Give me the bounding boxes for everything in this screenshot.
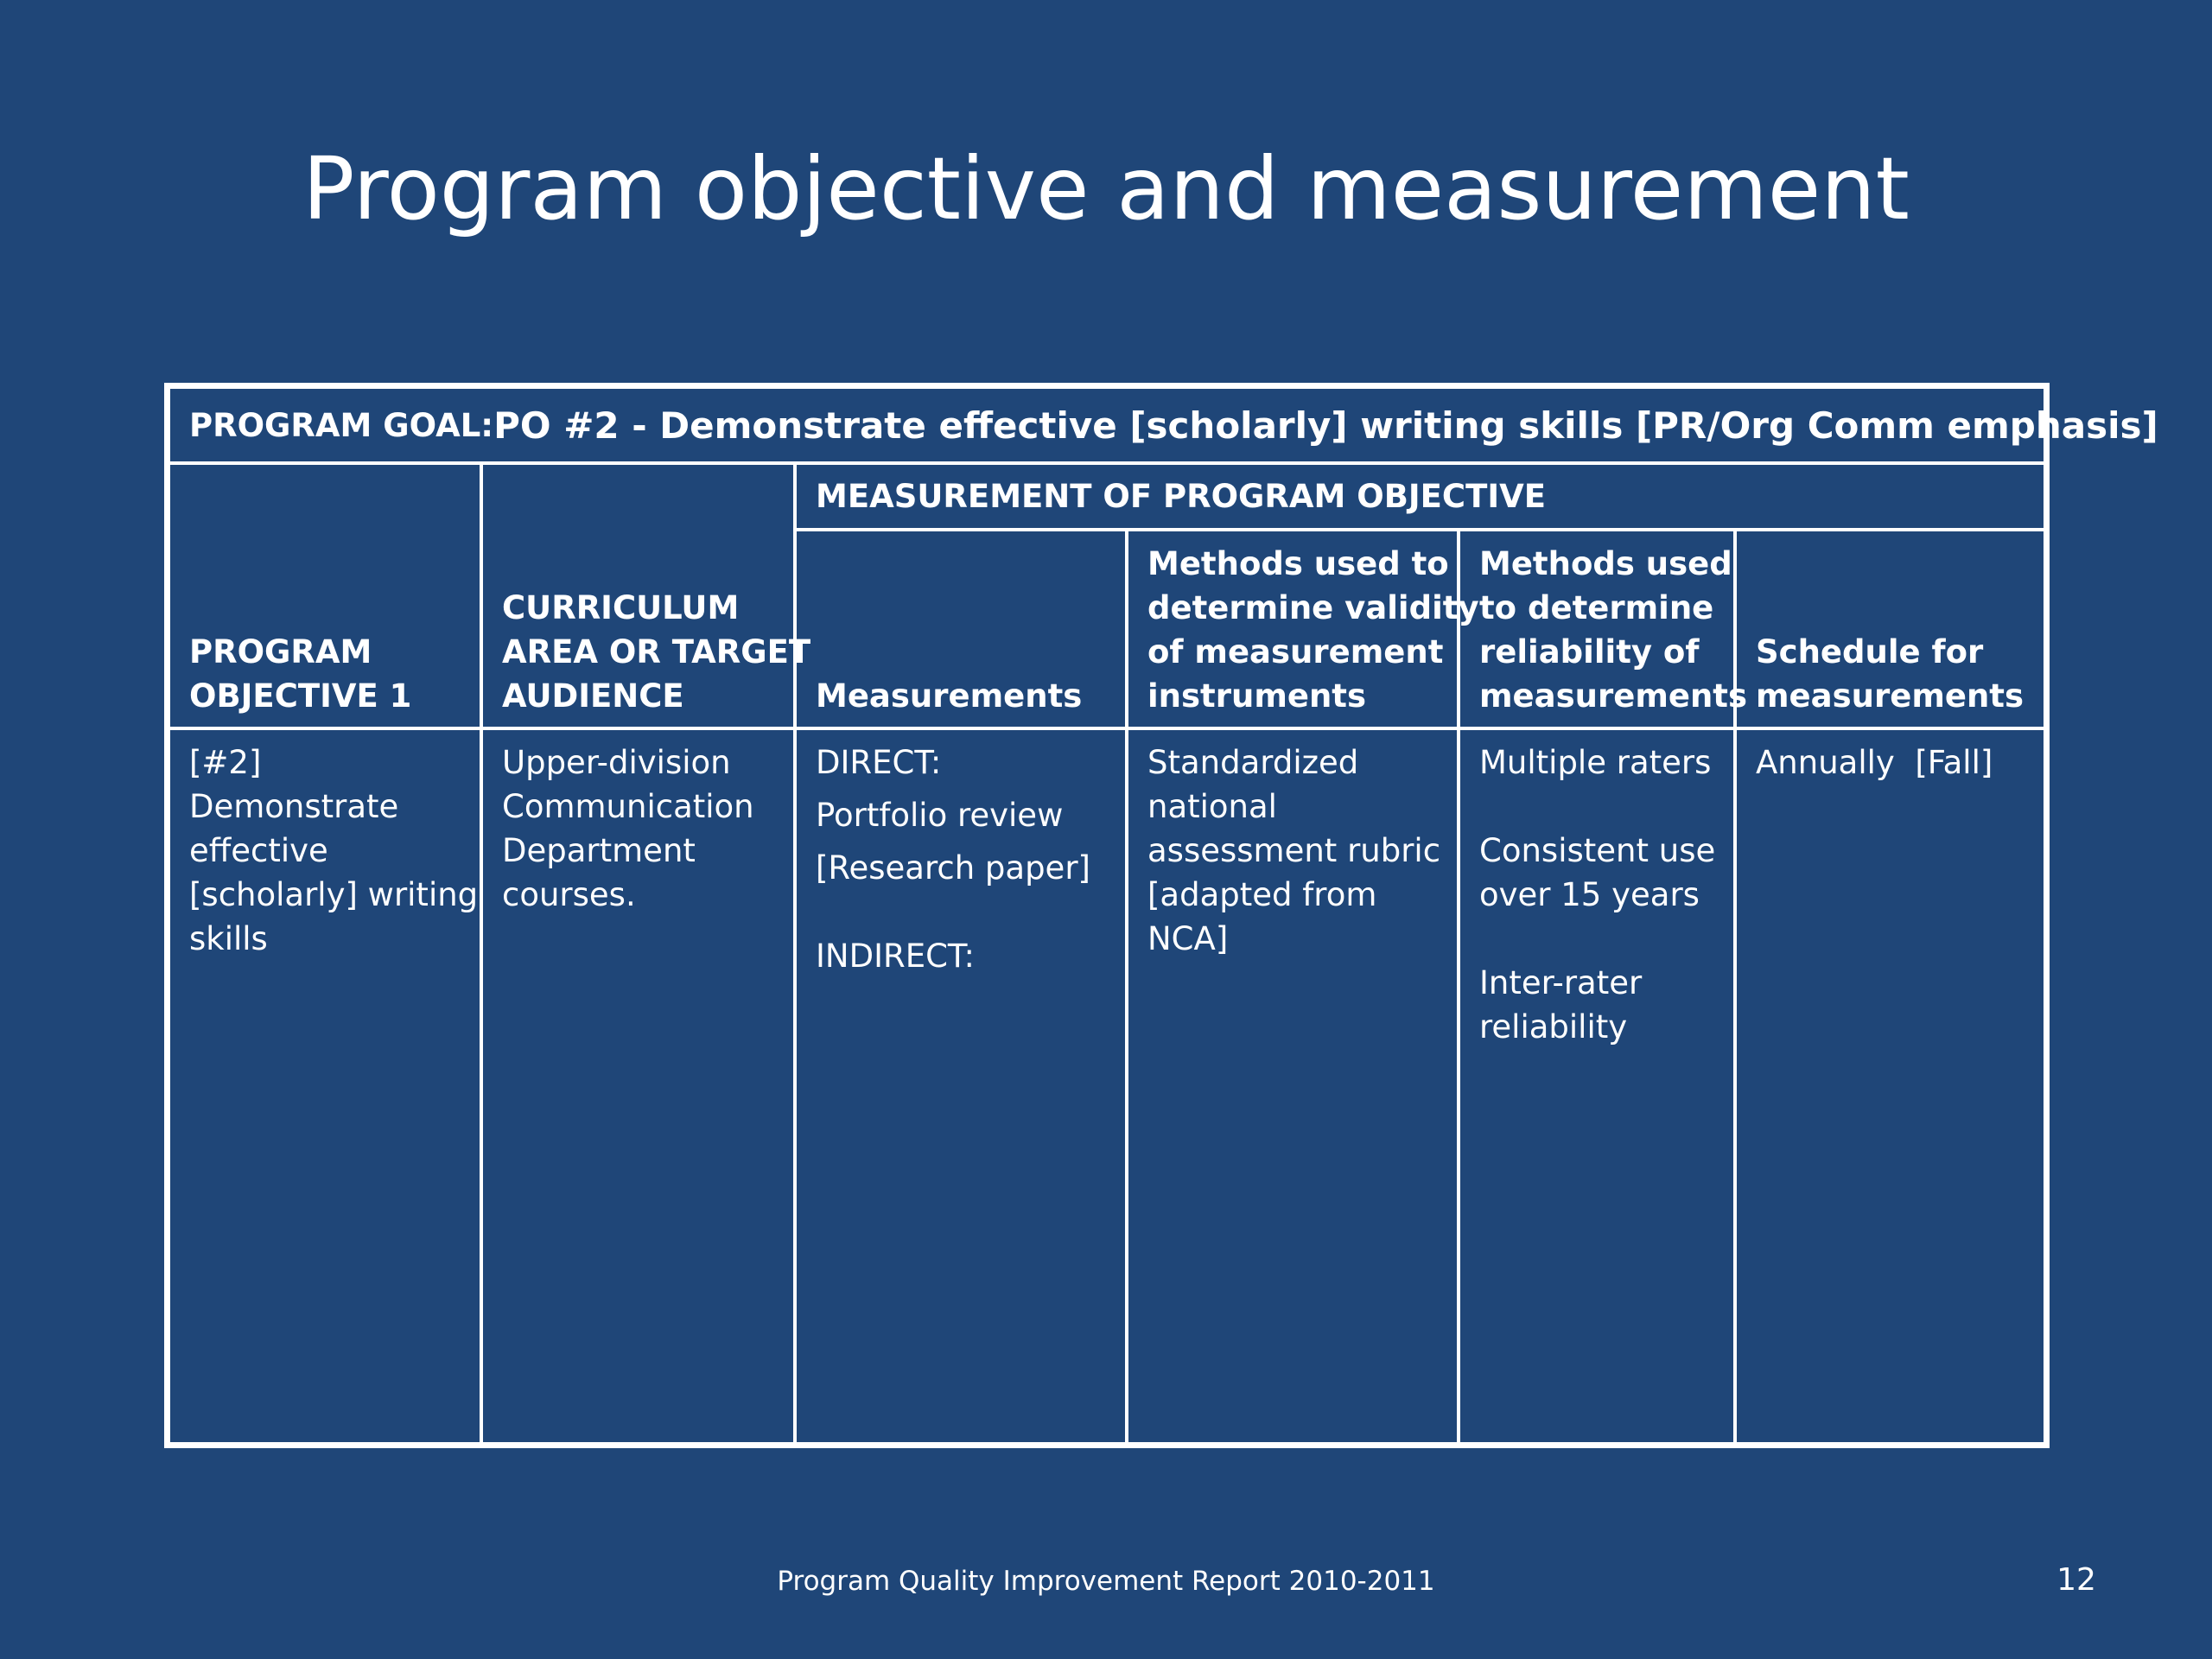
slide-footer: Program Quality Improvement Report 2010-2011 — [777, 1566, 1435, 1597]
program-goal-text: PO #2 - Demonstrate effective [scholarly] writing skills [PR/Org Comm emphasis] — [493, 404, 2158, 447]
indirect-label: INDIRECT: — [816, 938, 975, 975]
measurement-banner: MEASUREMENT OF PROGRAM OBJECTIVE — [797, 465, 2045, 531]
header-measurements: Measurements — [797, 531, 1128, 730]
direct-item: [Research paper] — [816, 849, 1090, 887]
header-reliability-methods: Methods used to determine reliability of measurements — [1460, 531, 1737, 730]
body-curriculum-area: Upper-division Communication Department courses. — [483, 730, 797, 1442]
body-schedule: Annually [Fall] — [1756, 744, 1993, 781]
header-program-objective: PROGRAM OBJECTIVE 1 — [170, 465, 483, 730]
body-validity-methods: Standardized national assessment rubric [adapted from NCA] — [1128, 730, 1460, 1442]
body-measurements — [797, 730, 1128, 1442]
body-program-objective: [#2] Demonstrate effective [scholarly] writing skills — [170, 730, 483, 1442]
program-goal-label: PROGRAM GOAL: — [189, 406, 494, 444]
program-goal-row — [170, 389, 2158, 465]
direct-item: Portfolio review — [816, 797, 1064, 834]
direct-label: DIRECT: — [816, 744, 942, 781]
header-curriculum-area: CURRICULUM AREA OR TARGET AUDIENCE — [483, 465, 797, 730]
page-number: 12 — [2056, 1562, 2096, 1598]
body-reliability-methods: Multiple raters Consistent use over 15 years Inter-rater reliability — [1460, 730, 1737, 1442]
header-schedule: Schedule for measurements — [1737, 531, 2045, 730]
objective-table — [164, 383, 2158, 1448]
slide-title: Program objective and measurement — [302, 138, 1910, 239]
header-validity-methods: Methods used to determine validity of measurement instruments — [1128, 531, 1460, 730]
